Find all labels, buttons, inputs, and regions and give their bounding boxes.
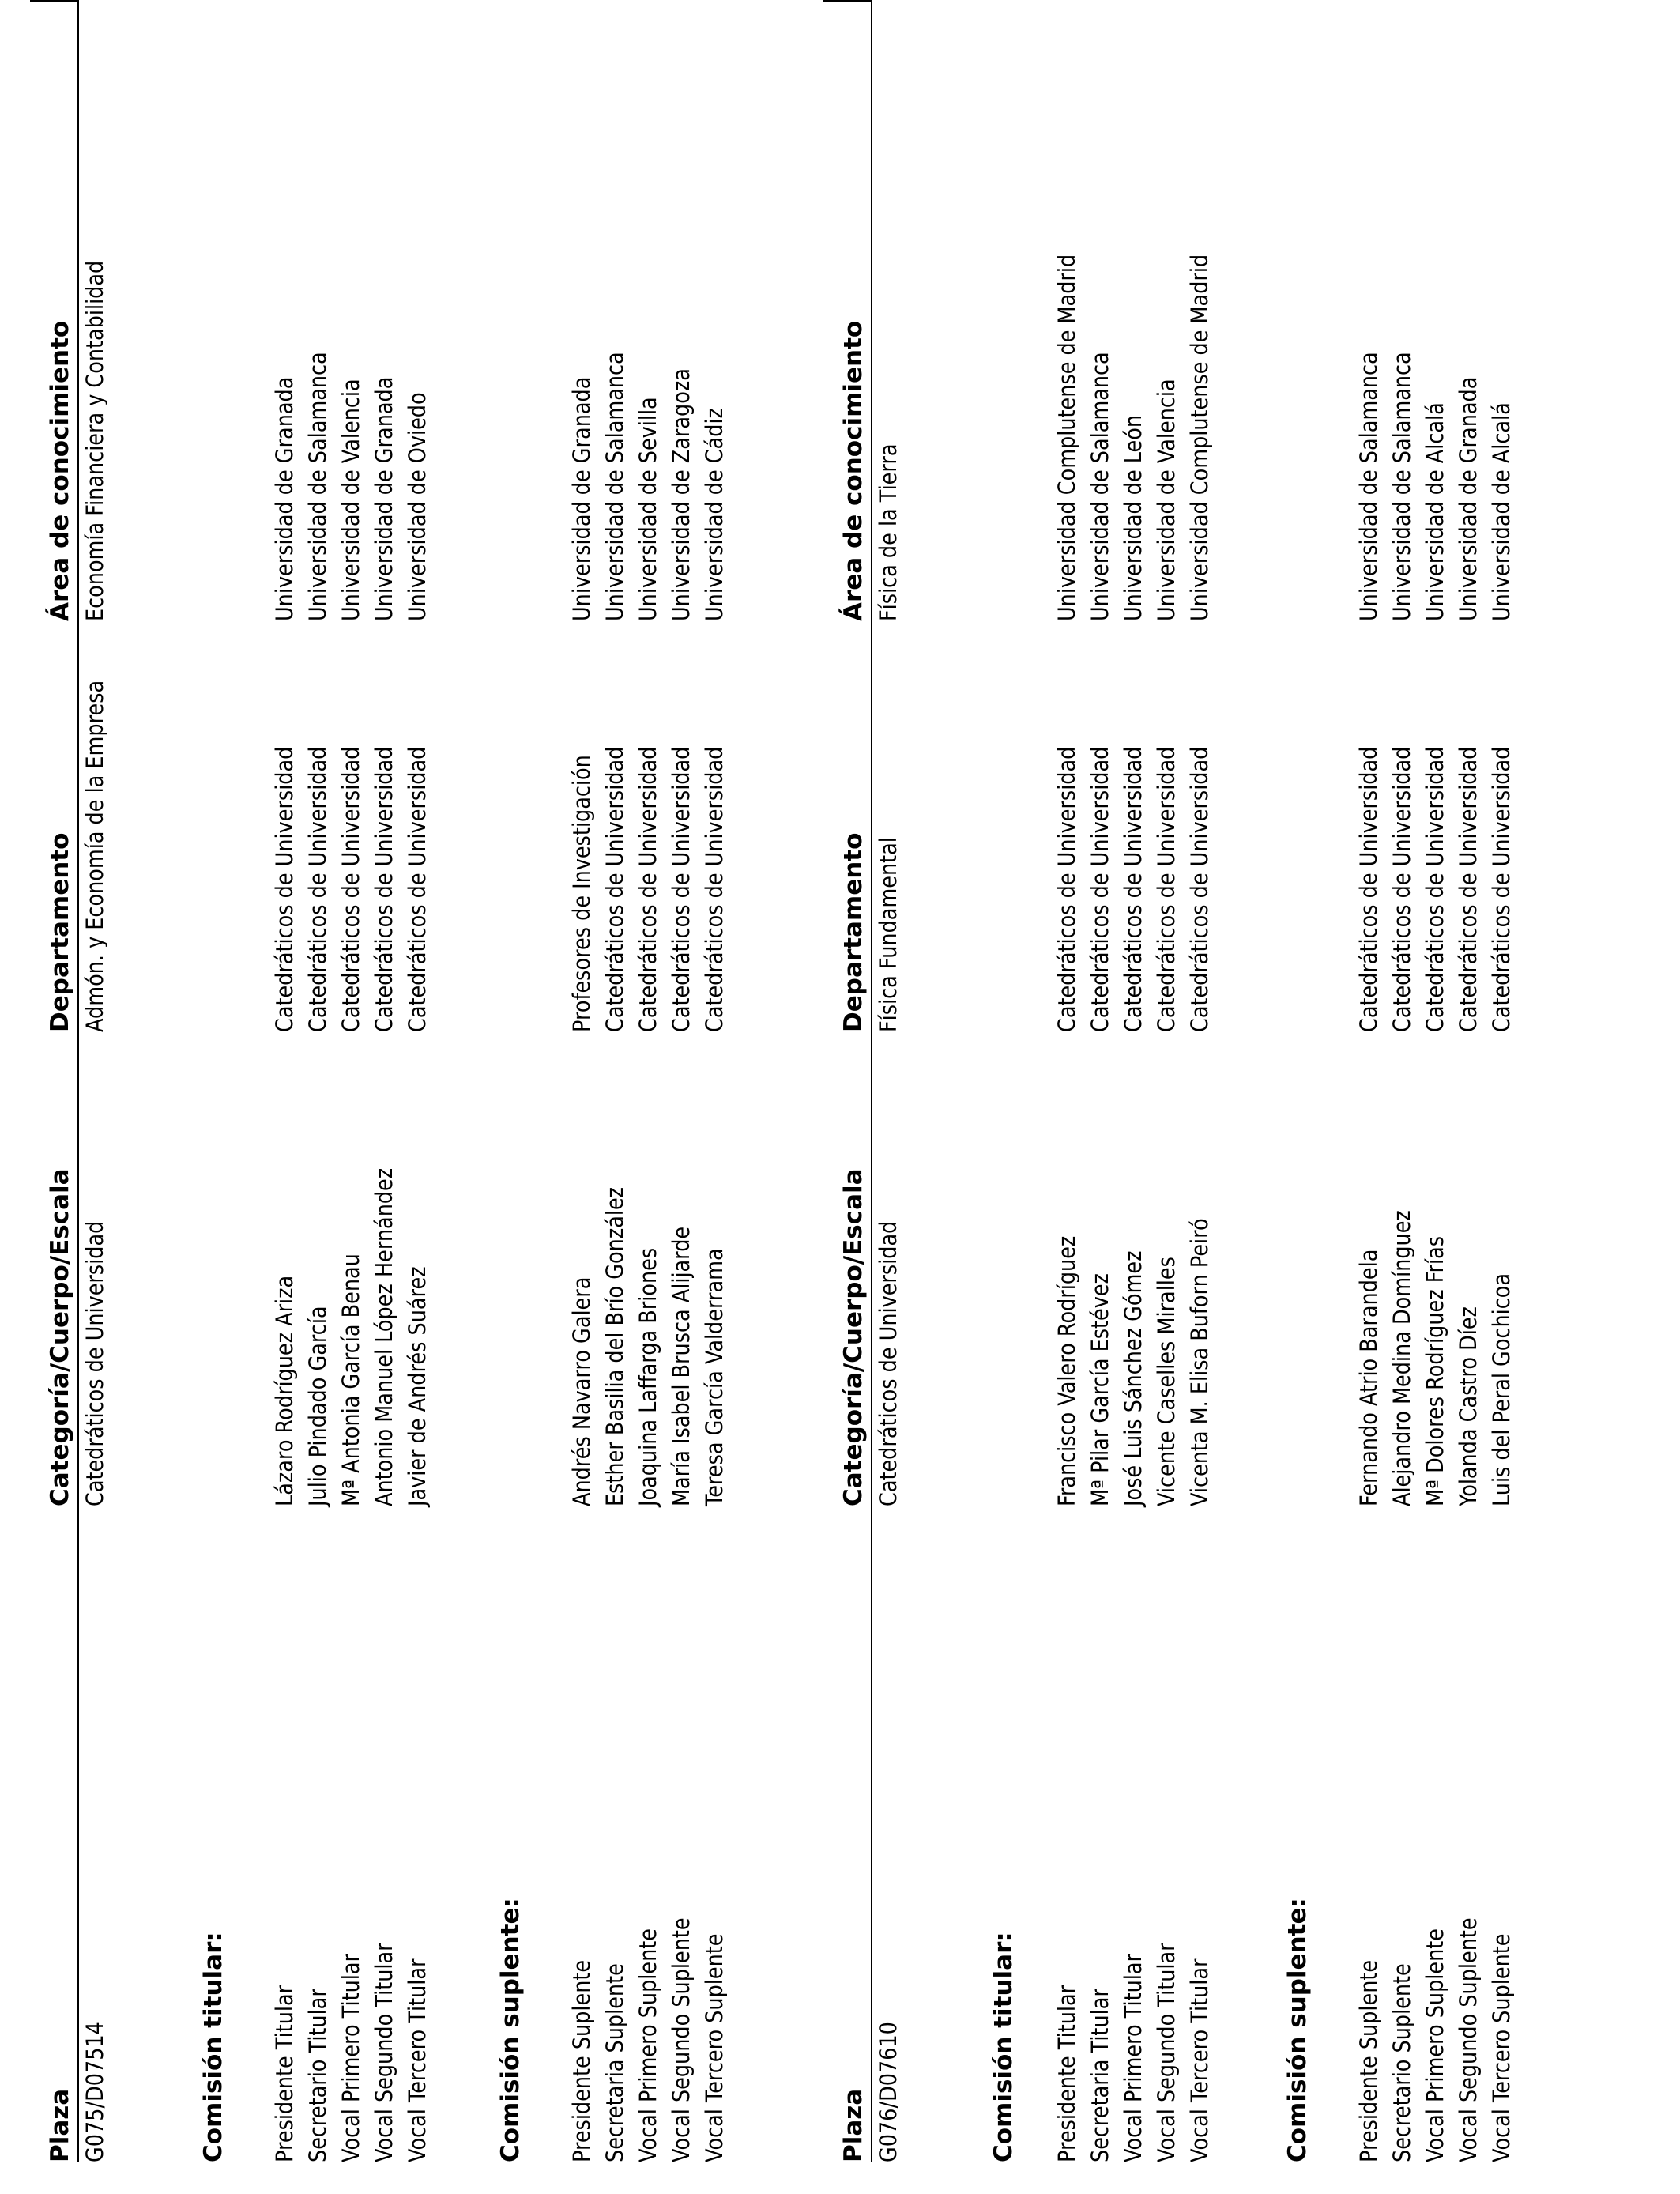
member-nombre: Teresa García Valderrama [701, 1248, 728, 1506]
member-cuerpo: Catedráticos de Universidad [271, 746, 298, 1032]
member-cuerpo: Catedráticos de Universidad [701, 746, 728, 1032]
member-cargo: Vocal Segundo Titular [371, 1943, 397, 2162]
plaza-area: Física de la Tierra [875, 443, 902, 621]
plaza-row [872, 0, 906, 2194]
member-universidad: Universidad de Alcalá [1488, 402, 1515, 621]
member-cargo: Vocal Segundo Suplente [668, 1917, 695, 2162]
member-cuerpo: Catedráticos de Universidad [1388, 746, 1415, 1032]
member-universidad: Universidad de León [1120, 414, 1147, 621]
member-cargo: Vocal Tercero Suplente [1488, 1933, 1515, 2162]
member-nombre: Mª Dolores Rodríguez Frías [1422, 1235, 1448, 1506]
member-nombre: Vicente Caselles Miralles [1153, 1257, 1180, 1506]
member-row [1084, 0, 1117, 2194]
member-universidad: Universidad de Salamanca [601, 352, 628, 621]
member-cuerpo: Catedráticos de Universidad [371, 746, 397, 1032]
member-row [566, 0, 599, 2194]
member-row [1353, 0, 1386, 2194]
member-universidad: Universidad de Salamanca [1355, 352, 1382, 621]
member-nombre: María Isabel Brusca Alijarde [668, 1226, 695, 1506]
comision-titular-heading: Comisión titular: [199, 1932, 228, 2162]
member-cuerpo: Catedráticos de Universidad [304, 746, 331, 1032]
member-universidad: Universidad de Alcalá [1422, 402, 1448, 621]
member-row [1051, 0, 1084, 2194]
member-nombre: Lázaro Rodríguez Ariza [271, 1275, 298, 1506]
member-cargo: Vocal Primero Suplente [1422, 1928, 1448, 2162]
member-nombre: Francisco Valero Rodríguez [1053, 1235, 1080, 1506]
plaza-code: G075/D07514 [81, 2022, 108, 2162]
member-universidad: Universidad de Cádiz [701, 408, 728, 621]
member-universidad: Universidad Complutense de Madrid [1053, 254, 1080, 621]
member-universidad: Universidad de Valencia [337, 379, 364, 621]
member-row [1386, 0, 1419, 2194]
member-nombre: Esther Basilia del Brío González [601, 1186, 628, 1506]
member-nombre: Fernando Atrio Barandela [1355, 1249, 1382, 1506]
member-cuerpo: Profesores de Investigación [568, 755, 595, 1032]
member-cargo: Vocal Primero Titular [337, 1954, 364, 2162]
header-categoria: Categoría/Cuerpo/Escala [839, 1168, 868, 1506]
member-row [1151, 0, 1184, 2194]
member-universidad: Universidad de Zaragoza [668, 368, 695, 621]
member-cuerpo: Catedráticos de Universidad [601, 746, 628, 1032]
member-row [632, 0, 665, 2194]
member-cuerpo: Catedráticos de Universidad [668, 746, 695, 1032]
member-cargo: Presidente Titular [1053, 1985, 1080, 2162]
member-universidad: Universidad de Valencia [1153, 379, 1180, 621]
member-nombre: Yolanda Castro Díez [1455, 1306, 1482, 1506]
member-cargo: Secretario Titular [304, 1989, 331, 2162]
member-universidad: Universidad de Granada [371, 376, 397, 621]
member-nombre: Julio Pindado García [304, 1306, 331, 1506]
member-cargo: Secretaria Titular [1087, 1989, 1113, 2162]
member-cargo: Presidente Suplente [1355, 1959, 1382, 2162]
member-cargo: Presidente Titular [271, 1985, 298, 2162]
member-nombre: Luis del Peral Gochicoa [1488, 1272, 1515, 1506]
header-area: Área de conocimiento [46, 320, 74, 621]
member-row [401, 0, 435, 2194]
member-cargo: Presidente Suplente [568, 1959, 595, 2162]
header-plaza: Plaza [839, 2088, 868, 2162]
comision-titular-heading: Comisión titular: [989, 1932, 1018, 2162]
member-row [1452, 0, 1486, 2194]
member-row [368, 0, 401, 2194]
member-nombre: Mª Pilar García Estévez [1087, 1273, 1113, 1506]
header-departamento: Departamento [46, 832, 74, 1032]
header-area: Área de conocimiento [839, 320, 868, 621]
member-cuerpo: Catedráticos de Universidad [635, 746, 661, 1032]
plaza-departamento: Admón. y Economía de la Empresa [81, 680, 108, 1032]
plaza-departamento: Física Fundamental [875, 837, 902, 1032]
member-universidad: Universidad de Oviedo [404, 392, 431, 621]
member-cargo: Vocal Segundo Suplente [1455, 1917, 1482, 2162]
member-cuerpo: Catedráticos de Universidad [337, 746, 364, 1032]
header-plaza: Plaza [46, 2088, 74, 2162]
member-row [269, 0, 302, 2194]
member-cuerpo: Catedráticos de Universidad [404, 746, 431, 1032]
member-cargo: Vocal Primero Suplente [635, 1928, 661, 2162]
member-cargo: Vocal Tercero Suplente [701, 1933, 728, 2162]
header-categoria: Categoría/Cuerpo/Escala [46, 1168, 74, 1506]
member-cargo: Vocal Primero Titular [1120, 1954, 1147, 2162]
plaza-categoria: Catedráticos de Universidad [875, 1220, 902, 1506]
member-row [699, 0, 732, 2194]
plaza-categoria: Catedráticos de Universidad [81, 1220, 108, 1506]
member-cargo: Vocal Segundo Titular [1153, 1943, 1180, 2162]
member-universidad: Universidad de Granada [1455, 376, 1482, 621]
member-cuerpo: Catedráticos de Universidad [1153, 746, 1180, 1032]
plaza-code: G076/D07610 [875, 2022, 902, 2162]
member-nombre: Joaquina Laffarga Briones [635, 1247, 661, 1506]
member-cuerpo: Catedráticos de Universidad [1087, 746, 1113, 1032]
member-nombre: Vicenta M. Elisa Buforn Peiró [1186, 1218, 1213, 1506]
member-cargo: Secretaria Suplente [601, 1963, 628, 2162]
member-cuerpo: Catedráticos de Universidad [1355, 746, 1382, 1032]
member-cuerpo: Catedráticos de Universidad [1186, 746, 1213, 1032]
member-universidad: Universidad Complutense de Madrid [1186, 254, 1213, 621]
member-cargo: Secretario Suplente [1388, 1963, 1415, 2162]
member-row [599, 0, 632, 2194]
member-cuerpo: Catedráticos de Universidad [1422, 746, 1448, 1032]
member-universidad: Universidad de Salamanca [1388, 352, 1415, 621]
member-nombre: Alejandro Medina Domínguez [1388, 1210, 1415, 1506]
member-row [665, 0, 699, 2194]
member-nombre: Antonio Manuel López Hernández [371, 1167, 397, 1506]
member-cargo: Vocal Tercero Titular [404, 1958, 431, 2162]
member-row [302, 0, 335, 2194]
member-universidad: Universidad de Granada [271, 376, 298, 621]
comision-suplente-heading: Comisión suplente: [496, 1898, 525, 2162]
member-nombre: Mª Antonia García Benau [337, 1253, 364, 1506]
member-row [335, 0, 368, 2194]
plaza-row [79, 0, 112, 2194]
member-universidad: Universidad de Sevilla [635, 397, 661, 621]
comision-suplente-heading: Comisión suplente: [1283, 1898, 1312, 2162]
member-row [1486, 0, 1519, 2194]
header-rule-edge [823, 0, 871, 2]
member-universidad: Universidad de Salamanca [304, 352, 331, 621]
member-cargo: Vocal Tercero Titular [1186, 1958, 1213, 2162]
header-rule-edge [30, 0, 77, 2]
member-nombre: Andrés Navarro Galera [568, 1276, 595, 1506]
member-nombre: Javier de Andrés Suárez [404, 1266, 431, 1506]
member-row [1184, 0, 1217, 2194]
member-universidad: Universidad de Salamanca [1087, 352, 1113, 621]
plaza-area: Economía Financiera y Contabilidad [81, 260, 108, 621]
member-cuerpo: Catedráticos de Universidad [1455, 746, 1482, 1032]
member-row [1117, 0, 1151, 2194]
member-cuerpo: Catedráticos de Universidad [1053, 746, 1080, 1032]
member-cuerpo: Catedráticos de Universidad [1120, 746, 1147, 1032]
member-universidad: Universidad de Granada [568, 376, 595, 621]
member-nombre: José Luis Sánchez Gómez [1120, 1250, 1147, 1506]
member-cuerpo: Catedráticos de Universidad [1488, 746, 1515, 1032]
header-departamento: Departamento [839, 832, 868, 1032]
member-row [1419, 0, 1452, 2194]
